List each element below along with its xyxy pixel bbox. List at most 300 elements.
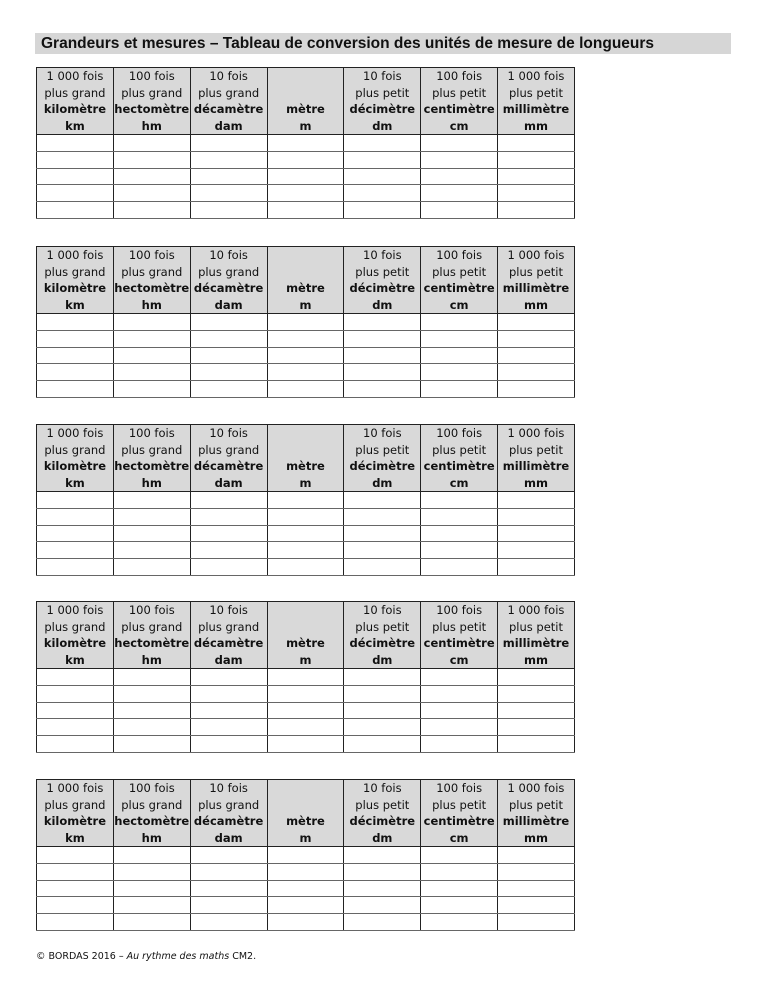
header-direction-mm: plus petit xyxy=(498,85,575,102)
empty-cell-cm[interactable] xyxy=(421,492,498,509)
empty-cell-dm[interactable] xyxy=(344,508,421,525)
empty-cell-m[interactable] xyxy=(267,364,344,381)
header-symbol-hm: hm xyxy=(113,652,190,669)
empty-cell-hm[interactable] xyxy=(113,736,190,753)
header-direction-m xyxy=(267,797,344,814)
empty-cell-km[interactable] xyxy=(37,202,114,219)
empty-cell-cm[interactable] xyxy=(421,135,498,152)
header-row-direction xyxy=(37,85,575,102)
empty-cell-cm[interactable] xyxy=(421,914,498,931)
empty-cell-mm[interactable] xyxy=(498,202,575,219)
empty-cell-dm[interactable] xyxy=(344,847,421,864)
header-name-dm: décimètre xyxy=(344,101,421,118)
conversion-table xyxy=(36,424,575,576)
header-symbol-mm: mm xyxy=(498,118,575,135)
empty-cell-dam[interactable] xyxy=(190,135,267,152)
empty-cell-km[interactable] xyxy=(37,914,114,931)
header-symbol-dm: dm xyxy=(344,652,421,669)
empty-cell-m[interactable] xyxy=(267,492,344,509)
empty-cell-dam[interactable] xyxy=(190,914,267,931)
table-row xyxy=(37,314,575,331)
header-name-km: kilomètre xyxy=(37,458,114,475)
header-row-symbol xyxy=(37,475,575,492)
header-direction-hm: plus grand xyxy=(113,442,190,459)
empty-cell-m[interactable] xyxy=(267,719,344,736)
empty-cell-m[interactable] xyxy=(267,185,344,202)
empty-cell-dm[interactable] xyxy=(344,542,421,559)
header-direction-dam: plus grand xyxy=(190,85,267,102)
empty-cell-dam[interactable] xyxy=(190,381,267,398)
empty-cell-mm[interactable] xyxy=(498,702,575,719)
empty-cell-mm[interactable] xyxy=(498,863,575,880)
empty-cell-hm[interactable] xyxy=(113,669,190,686)
header-symbol-mm: mm xyxy=(498,475,575,492)
empty-cell-mm[interactable] xyxy=(498,151,575,168)
header-symbol-dam: dam xyxy=(190,297,267,314)
empty-cell-m[interactable] xyxy=(267,542,344,559)
empty-cell-dm[interactable] xyxy=(344,135,421,152)
conversion-table xyxy=(36,601,575,753)
header-name-mm: millimètre xyxy=(498,813,575,830)
header-factor-hm: 100 fois xyxy=(113,68,190,85)
header-factor-dm: 10 fois xyxy=(344,602,421,619)
header-direction-dam: plus grand xyxy=(190,442,267,459)
empty-cell-dam[interactable] xyxy=(190,669,267,686)
header-direction-hm: plus grand xyxy=(113,264,190,281)
table-row xyxy=(37,897,575,914)
empty-cell-m[interactable] xyxy=(267,736,344,753)
empty-cell-km[interactable] xyxy=(37,364,114,381)
header-factor-mm: 1 000 fois xyxy=(498,602,575,619)
empty-cell-hm[interactable] xyxy=(113,508,190,525)
empty-cell-mm[interactable] xyxy=(498,525,575,542)
empty-cell-hm[interactable] xyxy=(113,685,190,702)
table-row xyxy=(37,880,575,897)
table-row xyxy=(37,185,575,202)
empty-cell-cm[interactable] xyxy=(421,863,498,880)
header-factor-dam: 10 fois xyxy=(190,602,267,619)
table-row xyxy=(37,168,575,185)
empty-cell-m[interactable] xyxy=(267,330,344,347)
empty-cell-dm[interactable] xyxy=(344,364,421,381)
header-row-symbol xyxy=(37,652,575,669)
empty-cell-mm[interactable] xyxy=(498,135,575,152)
empty-cell-dam[interactable] xyxy=(190,702,267,719)
empty-cell-dam[interactable] xyxy=(190,492,267,509)
empty-cell-dm[interactable] xyxy=(344,151,421,168)
header-row-direction xyxy=(37,797,575,814)
empty-cell-hm[interactable] xyxy=(113,719,190,736)
empty-cell-dm[interactable] xyxy=(344,669,421,686)
header-row-direction xyxy=(37,619,575,636)
empty-cell-cm[interactable] xyxy=(421,508,498,525)
empty-cell-hm[interactable] xyxy=(113,542,190,559)
header-name-dm: décimètre xyxy=(344,280,421,297)
empty-cell-m[interactable] xyxy=(267,685,344,702)
header-name-cm: centimètre xyxy=(421,101,498,118)
empty-cell-dam[interactable] xyxy=(190,347,267,364)
empty-cell-dam[interactable] xyxy=(190,364,267,381)
empty-cell-m[interactable] xyxy=(267,914,344,931)
empty-cell-dm[interactable] xyxy=(344,168,421,185)
empty-cell-cm[interactable] xyxy=(421,719,498,736)
empty-cell-dam[interactable] xyxy=(190,330,267,347)
empty-cell-mm[interactable] xyxy=(498,897,575,914)
empty-cell-mm[interactable] xyxy=(498,559,575,576)
header-direction-dm: plus petit xyxy=(344,442,421,459)
header-name-km: kilomètre xyxy=(37,635,114,652)
header-row-factor xyxy=(37,425,575,442)
header-row-name xyxy=(37,458,575,475)
header-direction-hm: plus grand xyxy=(113,85,190,102)
empty-cell-cm[interactable] xyxy=(421,525,498,542)
header-factor-dm: 10 fois xyxy=(344,68,421,85)
header-direction-m xyxy=(267,85,344,102)
empty-cell-mm[interactable] xyxy=(498,330,575,347)
header-row-name xyxy=(37,101,575,118)
header-name-m: mètre xyxy=(267,280,344,297)
empty-cell-dam[interactable] xyxy=(190,542,267,559)
empty-cell-mm[interactable] xyxy=(498,914,575,931)
empty-cell-hm[interactable] xyxy=(113,897,190,914)
empty-cell-dam[interactable] xyxy=(190,847,267,864)
header-symbol-km: km xyxy=(37,297,114,314)
empty-cell-km[interactable] xyxy=(37,669,114,686)
empty-cell-m[interactable] xyxy=(267,168,344,185)
table-row xyxy=(37,151,575,168)
table-row xyxy=(37,525,575,542)
empty-cell-m[interactable] xyxy=(267,525,344,542)
footer-book-title: Au rythme des maths xyxy=(126,951,230,962)
empty-cell-dm[interactable] xyxy=(344,897,421,914)
empty-cell-hm[interactable] xyxy=(113,202,190,219)
header-direction-cm: plus petit xyxy=(421,264,498,281)
header-symbol-cm: cm xyxy=(421,297,498,314)
header-row-name xyxy=(37,635,575,652)
header-symbol-dam: dam xyxy=(190,652,267,669)
empty-cell-dm[interactable] xyxy=(344,492,421,509)
empty-cell-dm[interactable] xyxy=(344,914,421,931)
header-symbol-dm: dm xyxy=(344,297,421,314)
header-symbol-mm: mm xyxy=(498,297,575,314)
empty-cell-dm[interactable] xyxy=(344,314,421,331)
header-direction-cm: plus petit xyxy=(421,619,498,636)
empty-cell-dam[interactable] xyxy=(190,559,267,576)
header-factor-dm: 10 fois xyxy=(344,425,421,442)
empty-cell-km[interactable] xyxy=(37,381,114,398)
empty-cell-hm[interactable] xyxy=(113,381,190,398)
empty-cell-dam[interactable] xyxy=(190,314,267,331)
table-row xyxy=(37,347,575,364)
empty-cell-m[interactable] xyxy=(267,847,344,864)
empty-cell-hm[interactable] xyxy=(113,914,190,931)
empty-cell-dm[interactable] xyxy=(344,347,421,364)
header-factor-mm: 1 000 fois xyxy=(498,68,575,85)
empty-cell-m[interactable] xyxy=(267,314,344,331)
header-direction-hm: plus grand xyxy=(113,619,190,636)
header-symbol-m: m xyxy=(267,297,344,314)
header-factor-km: 1 000 fois xyxy=(37,247,114,264)
empty-cell-cm[interactable] xyxy=(421,347,498,364)
header-row-factor xyxy=(37,68,575,85)
empty-cell-km[interactable] xyxy=(37,525,114,542)
header-name-dam: décamètre xyxy=(190,101,267,118)
header-factor-km: 1 000 fois xyxy=(37,68,114,85)
empty-cell-cm[interactable] xyxy=(421,381,498,398)
header-factor-dam: 10 fois xyxy=(190,425,267,442)
empty-cell-km[interactable] xyxy=(37,135,114,152)
empty-cell-mm[interactable] xyxy=(498,508,575,525)
header-name-hm: hectomètre xyxy=(114,459,190,474)
empty-cell-cm[interactable] xyxy=(421,847,498,864)
empty-cell-km[interactable] xyxy=(37,185,114,202)
empty-cell-m[interactable] xyxy=(267,135,344,152)
header-factor-km: 1 000 fois xyxy=(37,425,114,442)
header-factor-km: 1 000 fois xyxy=(37,602,114,619)
empty-cell-km[interactable] xyxy=(37,542,114,559)
empty-cell-m[interactable] xyxy=(267,702,344,719)
header-symbol-cm: cm xyxy=(421,475,498,492)
header-name-km: kilomètre xyxy=(37,813,114,830)
empty-cell-cm[interactable] xyxy=(421,736,498,753)
header-symbol-dm: dm xyxy=(344,118,421,135)
header-direction-dam: plus grand xyxy=(190,619,267,636)
header-name-dam: décamètre xyxy=(190,813,267,830)
empty-cell-km[interactable] xyxy=(37,508,114,525)
header-factor-dm: 10 fois xyxy=(344,247,421,264)
empty-cell-m[interactable] xyxy=(267,669,344,686)
empty-cell-dm[interactable] xyxy=(344,736,421,753)
header-direction-m xyxy=(267,264,344,281)
table-row xyxy=(37,492,575,509)
empty-cell-hm[interactable] xyxy=(113,492,190,509)
empty-cell-m[interactable] xyxy=(267,151,344,168)
header-symbol-km: km xyxy=(37,830,114,847)
empty-cell-km[interactable] xyxy=(37,847,114,864)
empty-cell-hm[interactable] xyxy=(113,847,190,864)
empty-cell-cm[interactable] xyxy=(421,702,498,719)
empty-cell-dam[interactable] xyxy=(190,736,267,753)
empty-cell-dam[interactable] xyxy=(190,863,267,880)
empty-cell-cm[interactable] xyxy=(421,897,498,914)
empty-cell-mm[interactable] xyxy=(498,185,575,202)
table-row xyxy=(37,702,575,719)
empty-cell-km[interactable] xyxy=(37,880,114,897)
empty-cell-mm[interactable] xyxy=(498,736,575,753)
header-name-hm: hectomètre xyxy=(114,102,190,117)
header-factor-mm: 1 000 fois xyxy=(498,425,575,442)
empty-cell-hm[interactable] xyxy=(113,559,190,576)
empty-cell-dam[interactable] xyxy=(190,151,267,168)
empty-cell-dam[interactable] xyxy=(190,897,267,914)
table-row xyxy=(37,135,575,152)
empty-cell-dam[interactable] xyxy=(190,508,267,525)
empty-cell-cm[interactable] xyxy=(421,559,498,576)
empty-cell-mm[interactable] xyxy=(498,347,575,364)
empty-cell-km[interactable] xyxy=(37,314,114,331)
empty-cell-dam[interactable] xyxy=(190,719,267,736)
header-symbol-mm: mm xyxy=(498,830,575,847)
empty-cell-hm[interactable] xyxy=(113,525,190,542)
header-direction-cm: plus petit xyxy=(421,442,498,459)
header-name-dam: décamètre xyxy=(190,635,267,652)
empty-cell-mm[interactable] xyxy=(498,669,575,686)
empty-cell-hm[interactable] xyxy=(113,347,190,364)
header-direction-mm: plus petit xyxy=(498,442,575,459)
empty-cell-km[interactable] xyxy=(37,151,114,168)
empty-cell-dm[interactable] xyxy=(344,330,421,347)
empty-cell-dam[interactable] xyxy=(190,168,267,185)
empty-cell-hm[interactable] xyxy=(113,330,190,347)
empty-cell-dam[interactable] xyxy=(190,880,267,897)
empty-cell-cm[interactable] xyxy=(421,685,498,702)
empty-cell-hm[interactable] xyxy=(113,185,190,202)
empty-cell-dm[interactable] xyxy=(344,559,421,576)
header-symbol-hm: hm xyxy=(113,475,190,492)
empty-cell-mm[interactable] xyxy=(498,381,575,398)
empty-cell-dm[interactable] xyxy=(344,880,421,897)
empty-cell-km[interactable] xyxy=(37,736,114,753)
header-name-m: mètre xyxy=(267,813,344,830)
header-row-factor xyxy=(37,780,575,797)
header-name-km: kilomètre xyxy=(37,280,114,297)
empty-cell-mm[interactable] xyxy=(498,364,575,381)
footer-prefix: © BORDAS 2016 – xyxy=(36,951,127,962)
empty-cell-km[interactable] xyxy=(37,492,114,509)
header-direction-km: plus grand xyxy=(37,619,114,636)
table-row xyxy=(37,669,575,686)
empty-cell-dm[interactable] xyxy=(344,202,421,219)
table-row xyxy=(37,685,575,702)
empty-cell-dm[interactable] xyxy=(344,525,421,542)
table-row xyxy=(37,364,575,381)
header-symbol-km: km xyxy=(37,118,114,135)
header-direction-dm: plus petit xyxy=(344,797,421,814)
empty-cell-dm[interactable] xyxy=(344,185,421,202)
header-symbol-m: m xyxy=(267,118,344,135)
empty-cell-dam[interactable] xyxy=(190,202,267,219)
empty-cell-mm[interactable] xyxy=(498,685,575,702)
header-symbol-dm: dm xyxy=(344,830,421,847)
header-direction-dm: plus petit xyxy=(344,619,421,636)
header-factor-hm: 100 fois xyxy=(113,602,190,619)
header-symbol-m: m xyxy=(267,475,344,492)
header-symbol-mm: mm xyxy=(498,652,575,669)
header-name-km: kilomètre xyxy=(37,101,114,118)
empty-cell-mm[interactable] xyxy=(498,314,575,331)
empty-cell-cm[interactable] xyxy=(421,314,498,331)
header-direction-m xyxy=(267,619,344,636)
empty-cell-dm[interactable] xyxy=(344,702,421,719)
header-symbol-cm: cm xyxy=(421,830,498,847)
header-direction-mm: plus petit xyxy=(498,619,575,636)
empty-cell-km[interactable] xyxy=(37,897,114,914)
empty-cell-km[interactable] xyxy=(37,347,114,364)
empty-cell-cm[interactable] xyxy=(421,669,498,686)
empty-cell-km[interactable] xyxy=(37,719,114,736)
empty-cell-cm[interactable] xyxy=(421,880,498,897)
header-name-mm: millimètre xyxy=(498,280,575,297)
empty-cell-m[interactable] xyxy=(267,381,344,398)
empty-cell-hm[interactable] xyxy=(113,168,190,185)
empty-cell-mm[interactable] xyxy=(498,542,575,559)
header-name-dm: décimètre xyxy=(344,458,421,475)
empty-cell-cm[interactable] xyxy=(421,330,498,347)
empty-cell-mm[interactable] xyxy=(498,719,575,736)
empty-cell-km[interactable] xyxy=(37,685,114,702)
header-direction-dm: plus petit xyxy=(344,264,421,281)
empty-cell-m[interactable] xyxy=(267,880,344,897)
table-row xyxy=(37,914,575,931)
header-factor-cm: 100 fois xyxy=(421,68,498,85)
header-name-m: mètre xyxy=(267,635,344,652)
empty-cell-m[interactable] xyxy=(267,897,344,914)
header-name-hm: hectomètre xyxy=(114,814,190,829)
empty-cell-dm[interactable] xyxy=(344,863,421,880)
header-symbol-cm: cm xyxy=(421,118,498,135)
empty-cell-mm[interactable] xyxy=(498,880,575,897)
empty-cell-mm[interactable] xyxy=(498,492,575,509)
header-direction-cm: plus petit xyxy=(421,797,498,814)
empty-cell-cm[interactable] xyxy=(421,151,498,168)
header-symbol-cm: cm xyxy=(421,652,498,669)
conversion-table xyxy=(36,246,575,398)
empty-cell-km[interactable] xyxy=(37,702,114,719)
empty-cell-dm[interactable] xyxy=(344,381,421,398)
header-direction-hm: plus grand xyxy=(113,797,190,814)
empty-cell-cm[interactable] xyxy=(421,364,498,381)
empty-cell-dm[interactable] xyxy=(344,685,421,702)
empty-cell-m[interactable] xyxy=(267,202,344,219)
header-direction-km: plus grand xyxy=(37,442,114,459)
empty-cell-dam[interactable] xyxy=(190,525,267,542)
empty-cell-hm[interactable] xyxy=(113,151,190,168)
empty-cell-cm[interactable] xyxy=(421,185,498,202)
empty-cell-m[interactable] xyxy=(267,863,344,880)
empty-cell-m[interactable] xyxy=(267,347,344,364)
header-direction-dam: plus grand xyxy=(190,264,267,281)
empty-cell-km[interactable] xyxy=(37,168,114,185)
empty-cell-dam[interactable] xyxy=(190,185,267,202)
empty-cell-m[interactable] xyxy=(267,508,344,525)
empty-cell-cm[interactable] xyxy=(421,202,498,219)
header-row-direction xyxy=(37,264,575,281)
header-symbol-hm: hm xyxy=(113,297,190,314)
empty-cell-hm[interactable] xyxy=(113,880,190,897)
empty-cell-m[interactable] xyxy=(267,559,344,576)
empty-cell-km[interactable] xyxy=(37,863,114,880)
empty-cell-mm[interactable] xyxy=(498,847,575,864)
header-row-name xyxy=(37,280,575,297)
header-factor-km: 1 000 fois xyxy=(37,780,114,797)
empty-cell-hm[interactable] xyxy=(113,364,190,381)
empty-cell-hm[interactable] xyxy=(113,135,190,152)
empty-cell-km[interactable] xyxy=(37,559,114,576)
header-factor-m xyxy=(267,247,344,264)
empty-cell-dam[interactable] xyxy=(190,685,267,702)
empty-cell-cm[interactable] xyxy=(421,542,498,559)
empty-cell-cm[interactable] xyxy=(421,168,498,185)
empty-cell-hm[interactable] xyxy=(113,702,190,719)
header-name-mm: millimètre xyxy=(498,101,575,118)
empty-cell-hm[interactable] xyxy=(113,863,190,880)
empty-cell-mm[interactable] xyxy=(498,168,575,185)
header-name-cm: centimètre xyxy=(421,458,498,475)
empty-cell-km[interactable] xyxy=(37,330,114,347)
header-name-hm: hectomètre xyxy=(114,281,190,296)
empty-cell-hm[interactable] xyxy=(113,314,190,331)
empty-cell-dm[interactable] xyxy=(344,719,421,736)
